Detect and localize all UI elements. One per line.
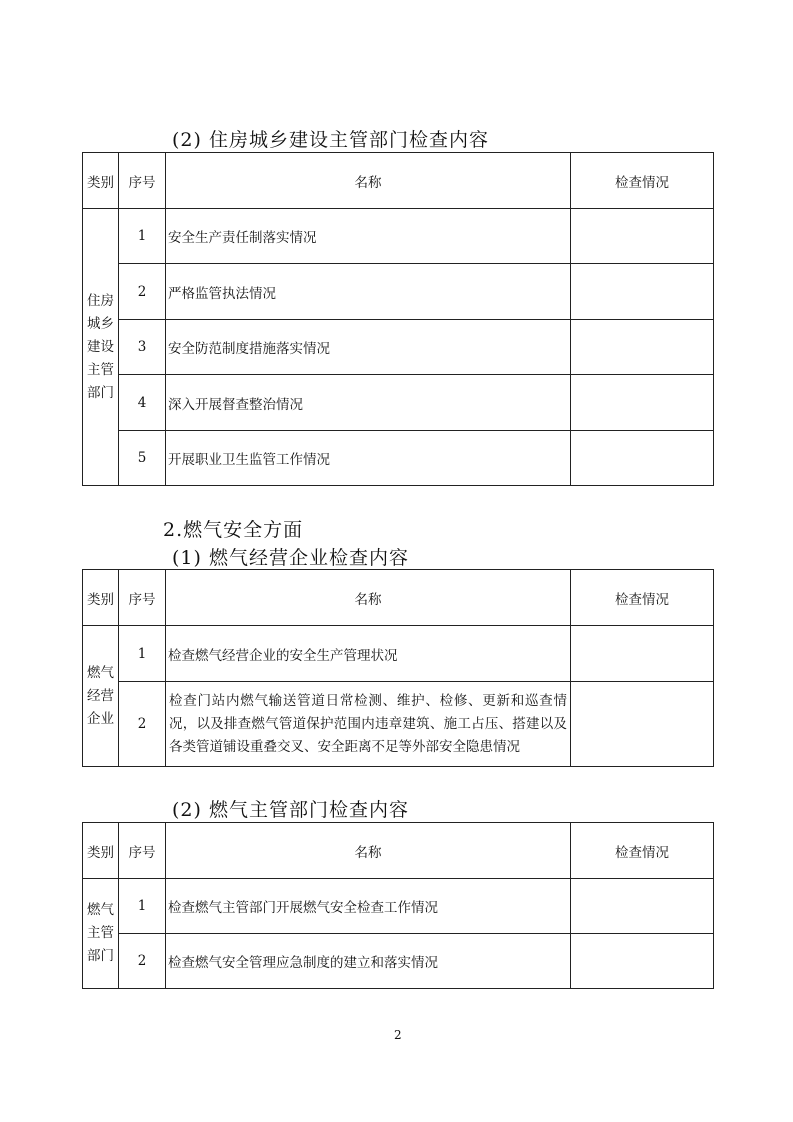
row-name: 检查燃气安全管理应急制度的建立和落实情况 [166, 934, 571, 989]
header-name: 名称 [166, 823, 571, 879]
row-name: 严格监管执法情况 [166, 264, 571, 320]
row-name: 安全生产责任制落实情况 [166, 209, 571, 264]
category-cell [83, 626, 119, 767]
header-name: 名称 [166, 570, 571, 626]
row-status [571, 879, 714, 934]
table-row [83, 682, 714, 767]
section-heading: (2) 住房城乡建设主管部门检查内容 [172, 129, 489, 151]
category-line: 部门 [87, 948, 114, 964]
row-name: 检查燃气经营企业的安全生产管理状况 [166, 626, 571, 682]
table-row [83, 209, 714, 264]
category-line: 燃气 [87, 902, 114, 918]
header-status: 检查情况 [571, 153, 714, 209]
table-header [83, 153, 714, 209]
header-index: 序号 [119, 570, 166, 626]
category-line: 主管 [87, 925, 114, 941]
table-header [83, 823, 714, 879]
row-index: 1 [119, 879, 166, 934]
page-number: 2 [394, 1028, 402, 1042]
row-name: 深入开展督查整治情况 [166, 375, 571, 431]
row-index: 2 [119, 264, 166, 320]
row-status [571, 320, 714, 375]
section-heading: (2) 燃气主管部门检查内容 [172, 799, 409, 821]
table-row [83, 431, 714, 486]
category-line: 住房 [87, 292, 114, 309]
section-title: 2.燃气安全方面 [163, 519, 304, 541]
row-status [571, 934, 714, 989]
row-name: 检查门站内燃气输送管道日常检测、维护、检修、更新和巡查情况，以及排查燃气管道保护范围内违章建筑、施工占压、搭建以及各类管道铺设重叠交叉、安全距离不足等外部安全隐患情况 [166, 682, 571, 767]
header-status: 检查情况 [571, 823, 714, 879]
table-row [83, 626, 714, 682]
row-index: 4 [119, 375, 166, 431]
category-cell [83, 879, 119, 989]
table-row [83, 879, 714, 934]
gas-enterprise-table [82, 569, 714, 767]
section-heading: (1) 燃气经营企业检查内容 [172, 547, 409, 569]
row-status [571, 264, 714, 320]
category-line: 部门 [87, 384, 114, 401]
row-status [571, 626, 714, 682]
table-row [83, 934, 714, 989]
category-line: 燃气 [87, 664, 114, 681]
row-index: 1 [119, 626, 166, 682]
header-category: 类别 [83, 570, 119, 626]
row-index: 5 [119, 431, 166, 486]
header-status: 检查情况 [571, 570, 714, 626]
header-category: 类别 [83, 153, 119, 209]
table-row [83, 375, 714, 431]
row-name: 检查燃气主管部门开展燃气安全检查工作情况 [166, 879, 571, 934]
header-name: 名称 [166, 153, 571, 209]
category-line: 经营 [87, 687, 114, 704]
table-header [83, 570, 714, 626]
housing-dept-table [82, 152, 714, 486]
row-status [571, 682, 714, 767]
row-index: 3 [119, 320, 166, 375]
row-index: 1 [119, 209, 166, 264]
header-index: 序号 [119, 823, 166, 879]
category-line: 主管 [87, 361, 114, 378]
gas-dept-table [82, 822, 714, 989]
table-row [83, 264, 714, 320]
header-index: 序号 [119, 153, 166, 209]
header-category: 类别 [83, 823, 119, 879]
table-row [83, 320, 714, 375]
category-line: 建设 [87, 338, 114, 355]
row-index: 2 [119, 682, 166, 767]
row-status [571, 431, 714, 486]
category-line: 企业 [87, 710, 114, 727]
category-line: 城乡 [87, 315, 114, 332]
row-name: 开展职业卫生监管工作情况 [166, 431, 571, 486]
category-cell [83, 209, 119, 486]
row-name: 安全防范制度措施落实情况 [166, 320, 571, 375]
row-status [571, 375, 714, 431]
row-index: 2 [119, 934, 166, 989]
row-status [571, 209, 714, 264]
